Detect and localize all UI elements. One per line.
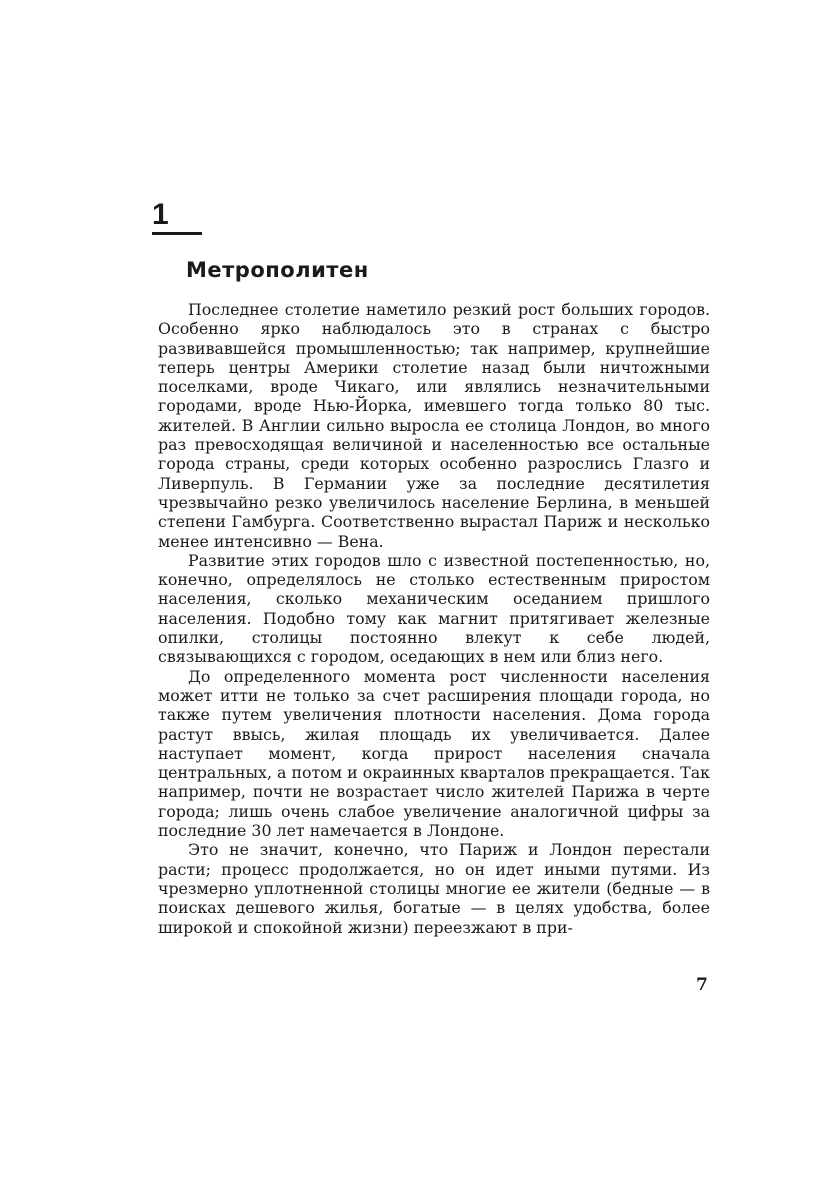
body-text bbox=[158, 300, 710, 937]
paragraph-3: До определенного момента рост численности населения может итти не только за счет расширения площади города, но также путем увеличения плотности населения. Дома города растут ввысь, жилая площадь их увеличивается. Далее наступает момент, когда прирост населения сначала центральных, а потом и окраинных кварталов прекращается. Так например, почти не возрастает число жителей Парижа в черте города; лишь очень слабое увеличение аналогичной цифры за последние 30 лет намечается в Лондоне. bbox=[158, 666, 710, 841]
paragraph-4: Это не значит, конечно, что Париж и Лондон перестали расти; процесс продолжается, но он идет иными путями. Из чрезмерно уплотненной столицы многие ее жители (бедные — в поисках дешевого жилья, богатые — в целях удобства, более широкой и спокойной жизни) переезжают в при- bbox=[158, 840, 710, 937]
paragraph-1: Последнее столетие наметило резкий рост больших городов. Особенно ярко наблюдалось это в странах с быстро развивавшейся промышленностью; так например, крупнейшие теперь центры Америки столетие назад были ничтожными поселками, вроде Чикаго, или являлись незначительными городами, вроде Нью-Йорка, имевшего тогда только 80 тыс. жителей. В Англии сильно выросла ее столица Лондон, во много раз превосходящая величиной и населенностью все остальные города страны, среди которых особенно разрослись Глазго и Ливерпуль. В Германии уже за последние десятилетия чрезвычайно резко увеличилось население Берлина, в меньшей степени Гамбурга. Соответственно вырастал Париж и несколько менее интенсивно — Вена. bbox=[158, 300, 710, 551]
chapter-number: 1 bbox=[152, 198, 169, 231]
chapter-title: Метрополитен bbox=[186, 258, 369, 282]
page-number: 7 bbox=[696, 975, 708, 995]
chapter-rule bbox=[152, 232, 202, 235]
paragraph-2: Развитие этих городов шло с известной постепенностью, но, конечно, определялось не столько естественным приростом населения, сколько механическим оседанием пришлого населения. Подобно тому как магнит притягивает железные опилки, столицы постоянно влекут к себе людей, связывающихся с городом, оседающих в нем или близ него. bbox=[158, 550, 710, 667]
